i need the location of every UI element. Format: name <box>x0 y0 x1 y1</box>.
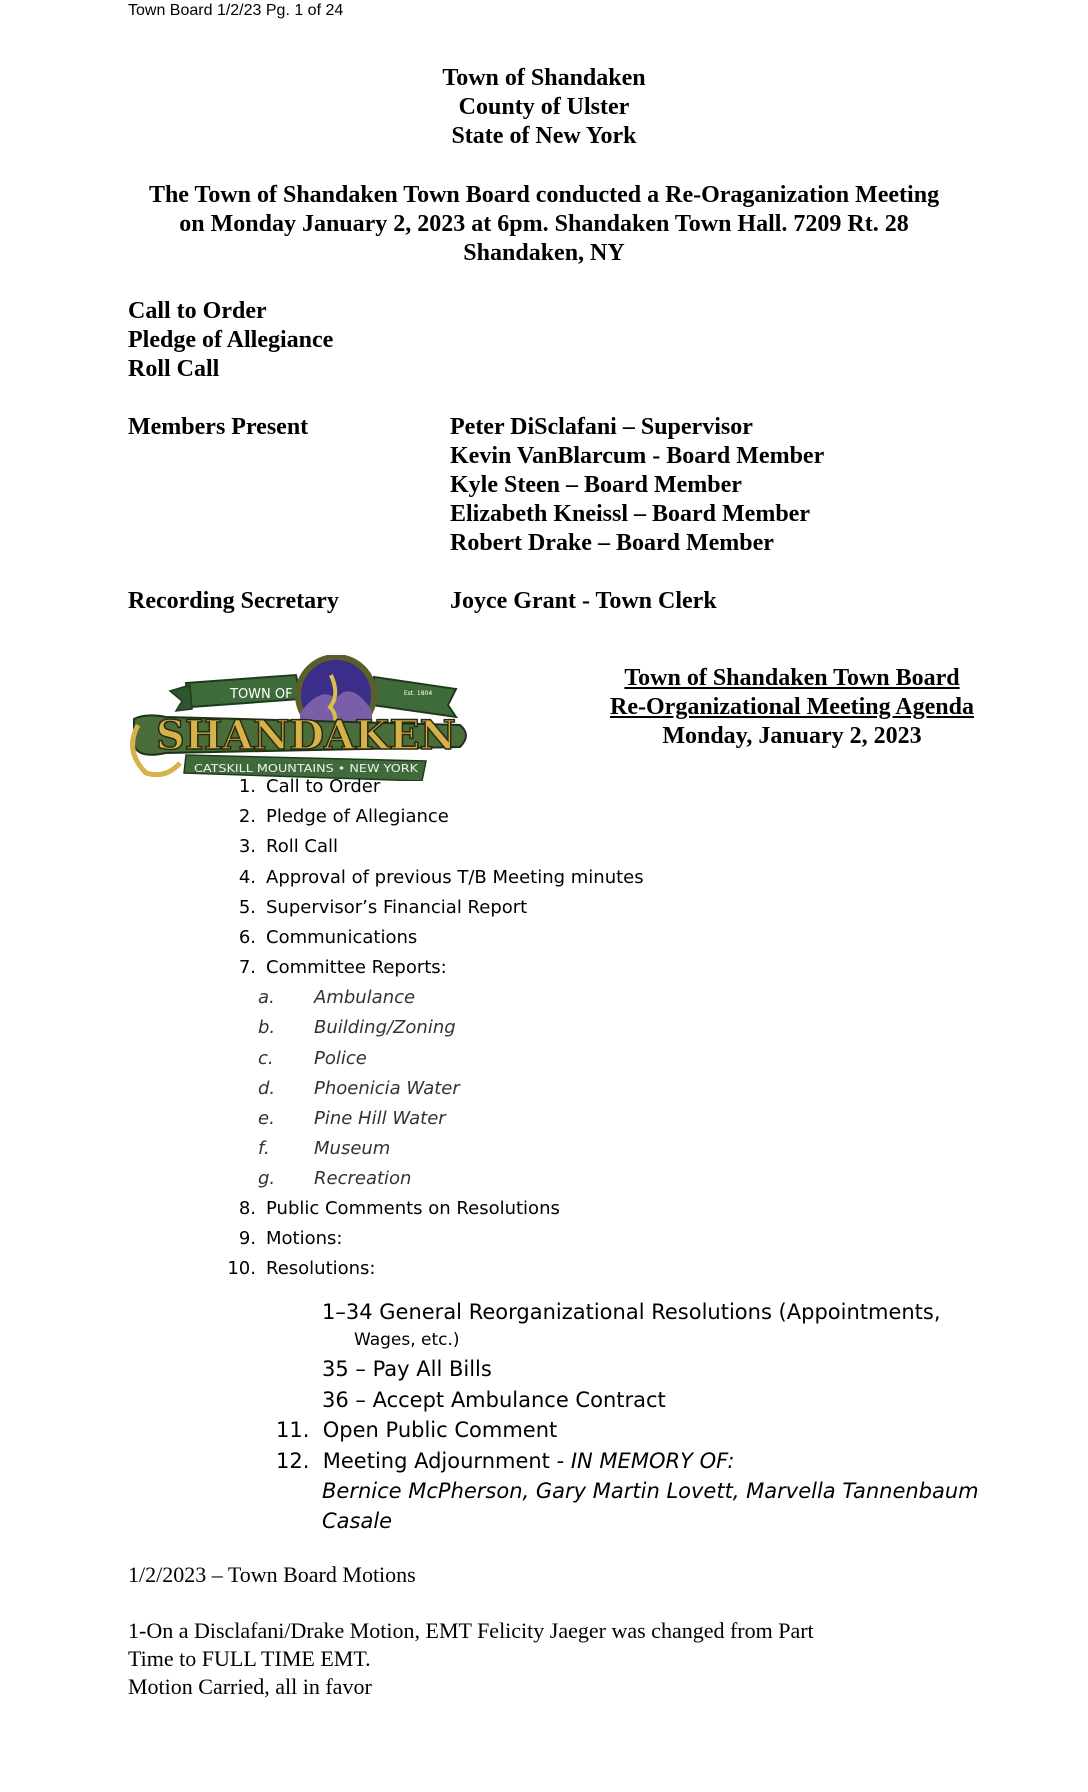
agenda-title-line: Town of Shandaken Town Board <box>624 665 960 691</box>
member: Robert Drake – Board Member <box>450 530 774 556</box>
title-line: Town of Shandaken <box>442 65 646 91</box>
motions-list <box>128 1617 814 1701</box>
secretary-label: Recording Secretary <box>128 588 339 614</box>
logo-est-text: Est. 1804 <box>403 690 433 697</box>
opening-items <box>128 297 333 384</box>
opening-item: Call to Order <box>128 298 267 324</box>
document-title <box>0 64 1088 151</box>
agenda-item: 2. Pledge of Allegiance <box>238 806 449 827</box>
logo-bottom-text: CATSKILL MOUNTAINS • NEW YORK <box>194 762 419 775</box>
committee-report: c. Police <box>258 1048 367 1069</box>
committee-report: e. Pine Hill Water <box>258 1108 446 1129</box>
agenda-date: Monday, January 2, 2023 <box>662 723 922 749</box>
committee-report: f. Museum <box>258 1138 391 1159</box>
committee-report: a. Ambulance <box>258 987 416 1008</box>
member: Peter DiSclafani – Supervisor <box>450 414 753 440</box>
opening-item: Pledge of Allegiance <box>128 327 334 353</box>
committee-report: b. Building/Zoning <box>258 1017 456 1038</box>
agenda-item: 8. Public Comments on Resolutions <box>238 1198 560 1219</box>
logo-top-text: TOWN OF <box>230 687 293 702</box>
member: Kyle Steen – Board Member <box>450 472 742 498</box>
motion-line: Time to FULL TIME EMT. <box>128 1646 371 1671</box>
agenda-item: 6. Communications <box>238 927 418 948</box>
meeting-intro <box>0 181 1088 268</box>
resolution-pay-bills: 35 – Pay All Bills <box>322 1357 492 1381</box>
shandaken-logo <box>126 655 472 781</box>
member: Kevin VanBlarcum - Board Member <box>450 443 825 469</box>
memorial-names-cont: Casale <box>322 1509 393 1533</box>
secretary-name: Joyce Grant - Town Clerk <box>450 588 717 614</box>
agenda-heading <box>592 664 992 751</box>
members-list <box>450 413 824 558</box>
committee-report: g. Recreation <box>258 1168 412 1189</box>
agenda-item: 9. Motions: <box>238 1228 343 1249</box>
agenda-item: 4. Approval of previous T/B Meeting minutes <box>238 867 644 888</box>
agenda-item: 10. Resolutions: <box>227 1258 376 1279</box>
agenda-item-adjournment: 12. Meeting Adjournment - IN MEMORY OF: <box>276 1449 735 1473</box>
title-line: County of Ulster <box>458 94 630 120</box>
opening-item: Roll Call <box>128 356 220 382</box>
agenda-item: 5. Supervisor’s Financial Report <box>238 897 528 918</box>
motion-line: Motion Carried, all in favor <box>128 1674 372 1699</box>
intro-line: Shandaken, NY <box>463 240 625 266</box>
intro-line: The Town of Shandaken Town Board conducted a Re-Oraganization Meeting <box>148 182 940 208</box>
resolution-general-cont: Wages, etc.) <box>354 1330 460 1350</box>
motion-line: 1-On a Disclafani/Drake Motion, EMT Felicity Jaeger was changed from Part <box>128 1618 814 1643</box>
resolution-general: 1–34 General Reorganizational Resolutions (Appointments, <box>322 1300 941 1324</box>
agenda-item: 3. Roll Call <box>238 836 339 857</box>
title-line: State of New York <box>451 123 637 149</box>
agenda-title-line: Re-Organizational Meeting Agenda <box>610 694 974 720</box>
motions-heading: 1/2/2023 – Town Board Motions <box>128 1562 416 1587</box>
committee-report: d. Phoenicia Water <box>258 1078 460 1099</box>
memorial-names: Bernice McPherson, Gary Martin Lovett, Marvella Tannenbaum <box>322 1479 979 1503</box>
resolution-ambulance: 36 – Accept Ambulance Contract <box>322 1388 666 1412</box>
page-header: Town Board 1/2/23 Pg. 1 of 24 <box>128 2 344 19</box>
agenda-item: 1. Call to Order <box>238 776 381 797</box>
agenda-item-open-comment: 11. Open Public Comment <box>276 1418 558 1442</box>
agenda-item: 7. Committee Reports: <box>238 957 447 978</box>
member: Elizabeth Kneissl – Board Member <box>450 501 810 527</box>
members-label: Members Present <box>128 414 309 440</box>
logo-name: SHANDAKEN <box>156 712 456 759</box>
intro-line: on Monday January 2, 2023 at 6pm. Shandaken Town Hall. 7209 Rt. 28 <box>179 211 909 237</box>
